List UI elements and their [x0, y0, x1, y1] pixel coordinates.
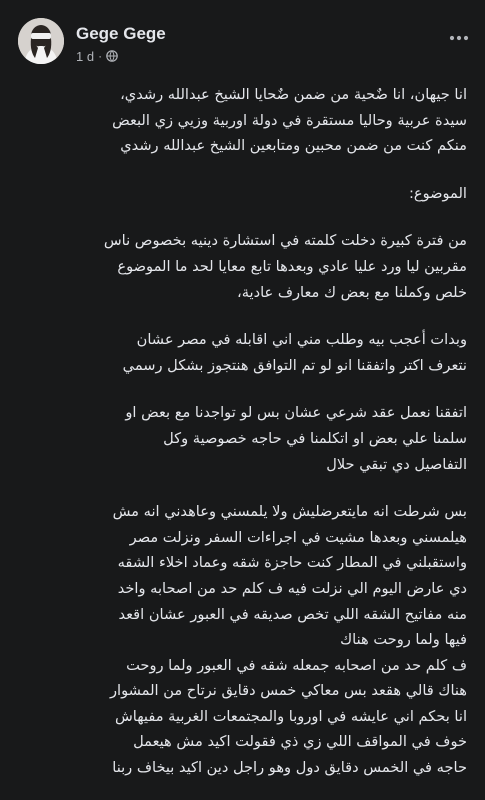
- post-meta: [76, 48, 118, 64]
- post-paragraph: انا جيهان، انا ضٌحية من ضمن ضٌحايا الشيخ عبدالله رشدي، سيدة عربية وحاليا مستقرة في دولة اوربية وزيي زي البعض منكم كنت من ضمن محبين ومتابعين الشيخ عبدالله رشدي: [112, 86, 467, 155]
- more-dots-icon: [449, 35, 469, 41]
- profile-photo-icon: [18, 18, 64, 64]
- meta-separator: ·: [98, 49, 103, 63]
- post-timestamp[interactable]: 1 d: [76, 48, 95, 64]
- avatar[interactable]: [18, 18, 64, 64]
- globe-icon: [106, 50, 118, 62]
- post-header: [0, 0, 485, 80]
- post-paragraph: بس شرطت انه مايتعرضليش ولا يلمسني وعاهدني انه مش هيلمسني وبعدها مشيت في اجراءات السفر ونزلت مصر واستقبلني في المطار كنت حاجزة شقه وعماد اخلاء الشقه دي عارض اليوم الي نزلت فيه ف كلم حد من اصحابه واخد منه مفاتيح الشقه اللي تخص صديقه في العبور عشان اقعد فيها ولما روحت هناك ف كلم حد من اصحابه جمعله شقه في العبور ولما روحت هناك قالي هقعد بس معاكي خمس دقايق نرتاح من المشوار انا بحكم اني عايشه في اوروبا والمجتمعات الغربية مفيهاش خوف في المواقف اللي زي ذي فقولت اكيد مش هيعمل حاجه في الخمس دقايق دول وهو راجل دين اكيد بيخاف ربنا: [109, 503, 467, 777]
- post-paragraph: اتفقنا نعمل عقد شرعي عشان بس لو تواجدنا مع بعض او سلمنا علي بعض او اتكلمنا في حاجه خصوصية وكل التفاصيل دي تبقي حلال: [125, 404, 467, 473]
- post-paragraph: من فترة كبيرة دخلت كلمته في استشارة دينيه بخصوص ناس مقربين ليا ورد عليا عادي وبعدها تابع معايا لحد ما الموضوع خلص وكملنا مع بعض ك معارف عادية،: [103, 232, 467, 301]
- post-paragraph: الموضوع:: [408, 184, 467, 202]
- post-paragraph: وبدات أعجب بيه وطلب مني اني اقابله في مصر عشان نتعرف اكتر واتفقنا انو لو تم التوافق هنتجوز بشكل رسمي: [122, 331, 467, 374]
- more-options-button[interactable]: [447, 26, 471, 50]
- post-author-name[interactable]: Gege Gege: [76, 24, 166, 43]
- post-body: [14, 82, 467, 781]
